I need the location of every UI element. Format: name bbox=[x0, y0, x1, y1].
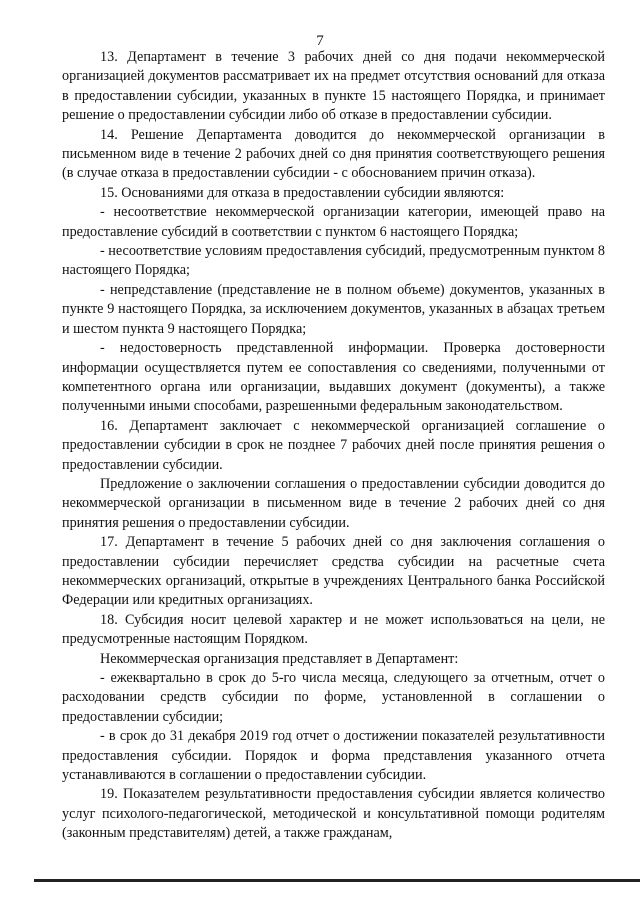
paragraph-15-item-3: - непредставление (представление не в полном объеме) документов, указанных в пункте 9 настоящего Порядка, за исключением документов, указанных в абзацах третьем и шестом пункта 9 настоящего Порядка; bbox=[62, 281, 605, 337]
paragraph-14: 14. Решение Департамента доводится до некоммерческой организации в письменном виде в течение 2 рабочих дней со дня принятия соответствующего решения (в случае отказа в предоставлении субсидии - с обоснованием причин отказа). bbox=[62, 126, 605, 182]
paragraph-15: 15. Основаниями для отказа в предоставлении субсидии являются: bbox=[100, 184, 505, 201]
paragraph-17: 17. Департамент в течение 5 рабочих дней со дня заключения соглашения о предоставлении субсидии перечисляет средства субсидии на расчетные счета некоммерческих организаций, открытые в учреждениях Центрального банка Российской Федерации или кредитных организациях. bbox=[62, 534, 605, 609]
bottom-rule bbox=[34, 879, 640, 882]
paragraph-15-item-1: - несоответствие некоммерческой организации категории, имеющей право на предоставление субсидий в соответствии с пунктом 6 настоящего Порядка; bbox=[62, 204, 605, 240]
paragraph-16: 16. Департамент заключает с некоммерческой организацией соглашение о предоставлении субсидии в срок не позднее 7 рабочих дней после принятия решения о предоставлении субсидии. bbox=[62, 417, 605, 473]
page-number: 7 bbox=[316, 33, 324, 49]
paragraph-13: 13. Департамент в течение 3 рабочих дней со дня подачи некоммерческой организацией документов рассматривает их на предмет отсутствия оснований для отказа в предоставлении субсидии, указанных в пункте 15 настоящего Порядка, и принимает решение о предоставлении субсидии либо об отказе в предоставлении субсидии. bbox=[62, 49, 605, 124]
document-body bbox=[62, 48, 605, 844]
paragraph-18-reports-intro: Некоммерческая организация представляет в Департамент: bbox=[100, 650, 459, 667]
paragraph-18-report-annual: - в срок до 31 декабря 2019 год отчет о достижении показателей результативности предоставления субсидии. Порядок и форма представления указанного отчета устанавливаются в соглашении о предоставлении субсидии. bbox=[62, 728, 605, 784]
paragraph-15-item-4: - недостоверность представленной информации. Проверка достоверности информации осуществляется путем ее сопоставления со сведениями, полученными от компетентного органа или организации, выдавших документ (документы), а также полученными иными способами, разрешенными федеральным законодательством. bbox=[62, 340, 605, 415]
paragraph-15-item-2: - несоответствие условиям предоставления субсидий, предусмотренным пунктом 8 настоящего Порядка; bbox=[62, 243, 605, 279]
paragraph-18-report-quarterly: - ежеквартально в срок до 5-го числа месяца, следующего за отчетным, отчет о расходовании средств субсидии по форме, установленной в соглашении о предоставлении субсидии; bbox=[62, 670, 605, 725]
paragraph-16-proposal: Предложение о заключении соглашения о предоставлении субсидии доводится до некоммерческой организации в письменном виде в течение 2 рабочих дней со дня принятия решения о предоставлении субсидии. bbox=[62, 475, 605, 531]
paragraph-18: 18. Субсидия носит целевой характер и не может использоваться на цели, не предусмотренные настоящим Порядком. bbox=[62, 611, 605, 648]
paragraph-19: 19. Показателем результативности предоставления субсидии является количество услуг психолого-педагогической, методической и консультативной помощи родителям (законным представителям) детей, а также гражданам, bbox=[62, 786, 605, 842]
